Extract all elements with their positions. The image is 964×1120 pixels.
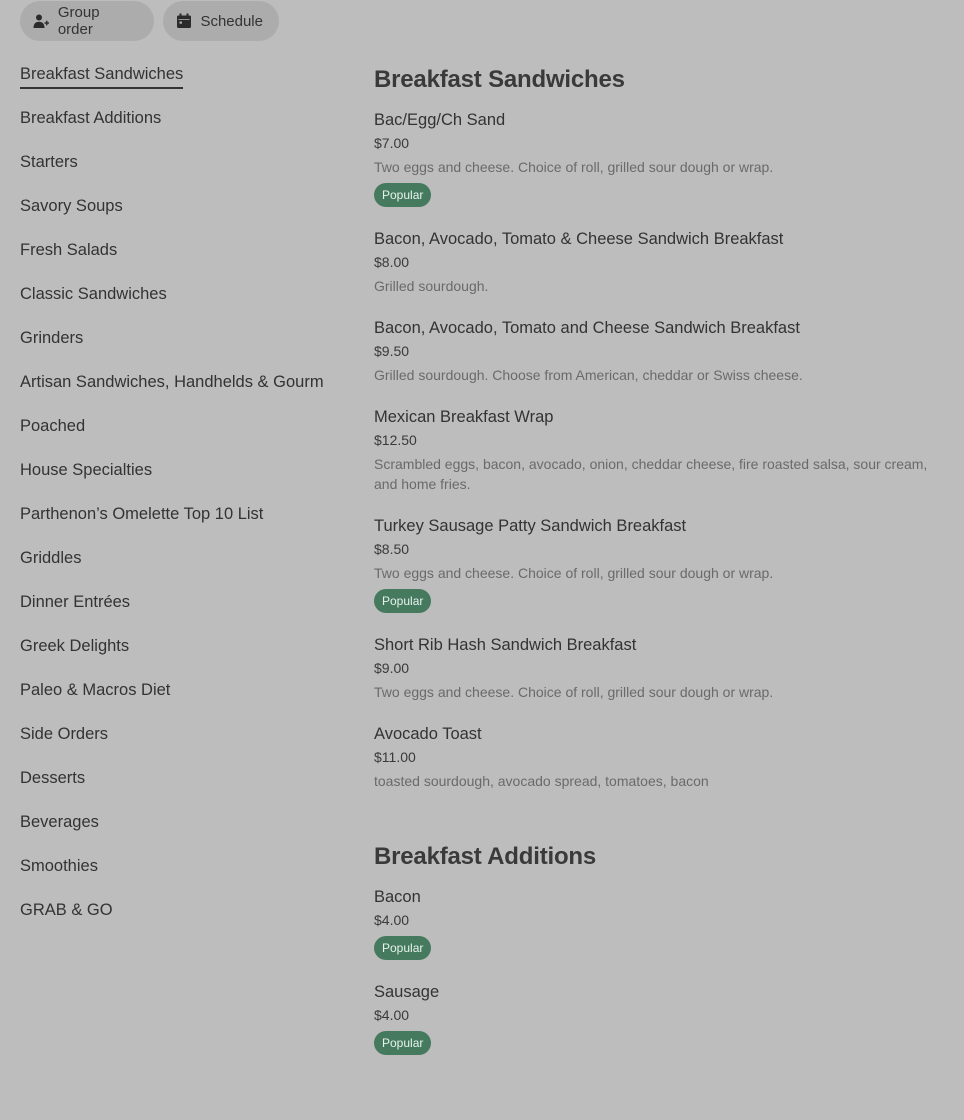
schedule-label: Schedule — [200, 12, 263, 30]
popular-badge: Popular — [374, 936, 431, 960]
menu-item[interactable] — [374, 316, 944, 385]
sidebar-item-paleo-macros[interactable]: Paleo & Macros Diet — [20, 681, 171, 699]
calendar-icon — [175, 12, 192, 30]
item-name: Bacon, Avocado, Tomato & Cheese Sandwich Breakfast — [374, 230, 784, 248]
popular-badge: Popular — [374, 1031, 431, 1055]
sidebar-item-desserts[interactable]: Desserts — [20, 769, 86, 787]
group-order-label: Group order — [57, 4, 100, 38]
menu-content — [374, 62, 944, 1075]
item-description: toasted sourdough, avocado spread, tomatoes, bacon — [374, 773, 709, 789]
item-price: $9.50 — [374, 343, 410, 359]
menu-item[interactable] — [374, 227, 944, 296]
sidebar-item-grinders[interactable]: Grinders — [20, 329, 84, 347]
sidebar-item-smoothies[interactable]: Smoothies — [20, 857, 98, 875]
popular-badge: Popular — [374, 589, 431, 613]
sidebar-item-greek-delights[interactable]: Greek Delights — [20, 637, 130, 655]
item-description: Scrambled eggs, bacon, avocado, onion, cheddar cheese, fire roasted salsa, sour cream, and home fries. — [374, 456, 928, 492]
item-price: $7.00 — [374, 135, 410, 151]
item-price: $8.50 — [374, 541, 410, 557]
menu-item[interactable] — [374, 405, 944, 494]
sidebar-item-grab-and-go[interactable]: GRAB & GO — [20, 901, 113, 919]
item-name: Short Rib Hash Sandwich Breakfast — [374, 636, 637, 654]
item-name: Bacon — [374, 888, 421, 906]
top-actions — [20, 1, 279, 41]
item-description: Two eggs and cheese. Choice of roll, grilled sour dough or wrap. — [374, 159, 774, 175]
section-title: Breakfast Sandwiches — [374, 66, 625, 93]
item-price: $4.00 — [374, 912, 410, 928]
item-description: Grilled sourdough. Choose from American, cheddar or Swiss cheese. — [374, 367, 803, 383]
item-description: Grilled sourdough. — [374, 278, 489, 294]
item-price: $12.50 — [374, 432, 417, 448]
sidebar-item-dinner-entrees[interactable]: Dinner Entrées — [20, 593, 131, 611]
item-name: Sausage — [374, 983, 440, 1001]
item-description: Two eggs and cheese. Choice of roll, grilled sour dough or wrap. — [374, 684, 774, 700]
item-price: $11.00 — [374, 749, 416, 765]
sidebar-item-classic-sandwiches[interactable]: Classic Sandwiches — [20, 285, 167, 303]
menu-item[interactable] — [374, 633, 944, 702]
sidebar-item-savory-soups[interactable]: Savory Soups — [20, 197, 123, 215]
person-add-icon — [32, 12, 50, 30]
sidebar-item-fresh-salads[interactable]: Fresh Salads — [20, 241, 118, 259]
section-title: Breakfast Additions — [374, 843, 597, 870]
item-description: Two eggs and cheese. Choice of roll, grilled sour dough or wrap. — [374, 565, 774, 581]
schedule-button[interactable] — [163, 1, 279, 41]
item-price: $8.00 — [374, 254, 410, 270]
sidebar-item-griddles[interactable]: Griddles — [20, 549, 82, 567]
item-price: $4.00 — [374, 1007, 410, 1023]
sidebar-item-house-specialties[interactable]: House Specialties — [20, 461, 153, 479]
item-price: $9.00 — [374, 660, 410, 676]
sidebar-item-artisan-sandwiches[interactable]: Artisan Sandwiches, Handhelds & Gourm — [20, 373, 324, 391]
menu-item[interactable] — [374, 722, 944, 791]
item-name: Avocado Toast — [374, 725, 482, 743]
category-sidebar — [20, 60, 326, 940]
item-name: Mexican Breakfast Wrap — [374, 408, 554, 426]
menu-item[interactable] — [374, 885, 944, 960]
sidebar-item-side-orders[interactable]: Side Orders — [20, 725, 109, 743]
item-name: Bac/Egg/Ch Sand — [374, 111, 506, 129]
group-order-button[interactable] — [20, 1, 154, 41]
sidebar-item-breakfast-additions[interactable]: Breakfast Additions — [20, 109, 162, 127]
sidebar-item-poached[interactable]: Poached — [20, 417, 86, 435]
sidebar-item-starters[interactable]: Starters — [20, 153, 78, 171]
sidebar-item-omelette-top-10[interactable]: Parthenon’s Omelette Top 10 List — [20, 505, 264, 523]
item-name: Bacon, Avocado, Tomato and Cheese Sandwich Breakfast — [374, 319, 800, 337]
menu-item[interactable] — [374, 514, 944, 613]
menu-item[interactable] — [374, 980, 944, 1055]
item-name: Turkey Sausage Patty Sandwich Breakfast — [374, 517, 687, 535]
menu-item[interactable] — [374, 108, 944, 207]
sidebar-item-breakfast-sandwiches[interactable]: Breakfast Sandwiches — [20, 60, 326, 104]
sidebar-item-beverages[interactable]: Beverages — [20, 813, 99, 831]
popular-badge: Popular — [374, 183, 431, 207]
